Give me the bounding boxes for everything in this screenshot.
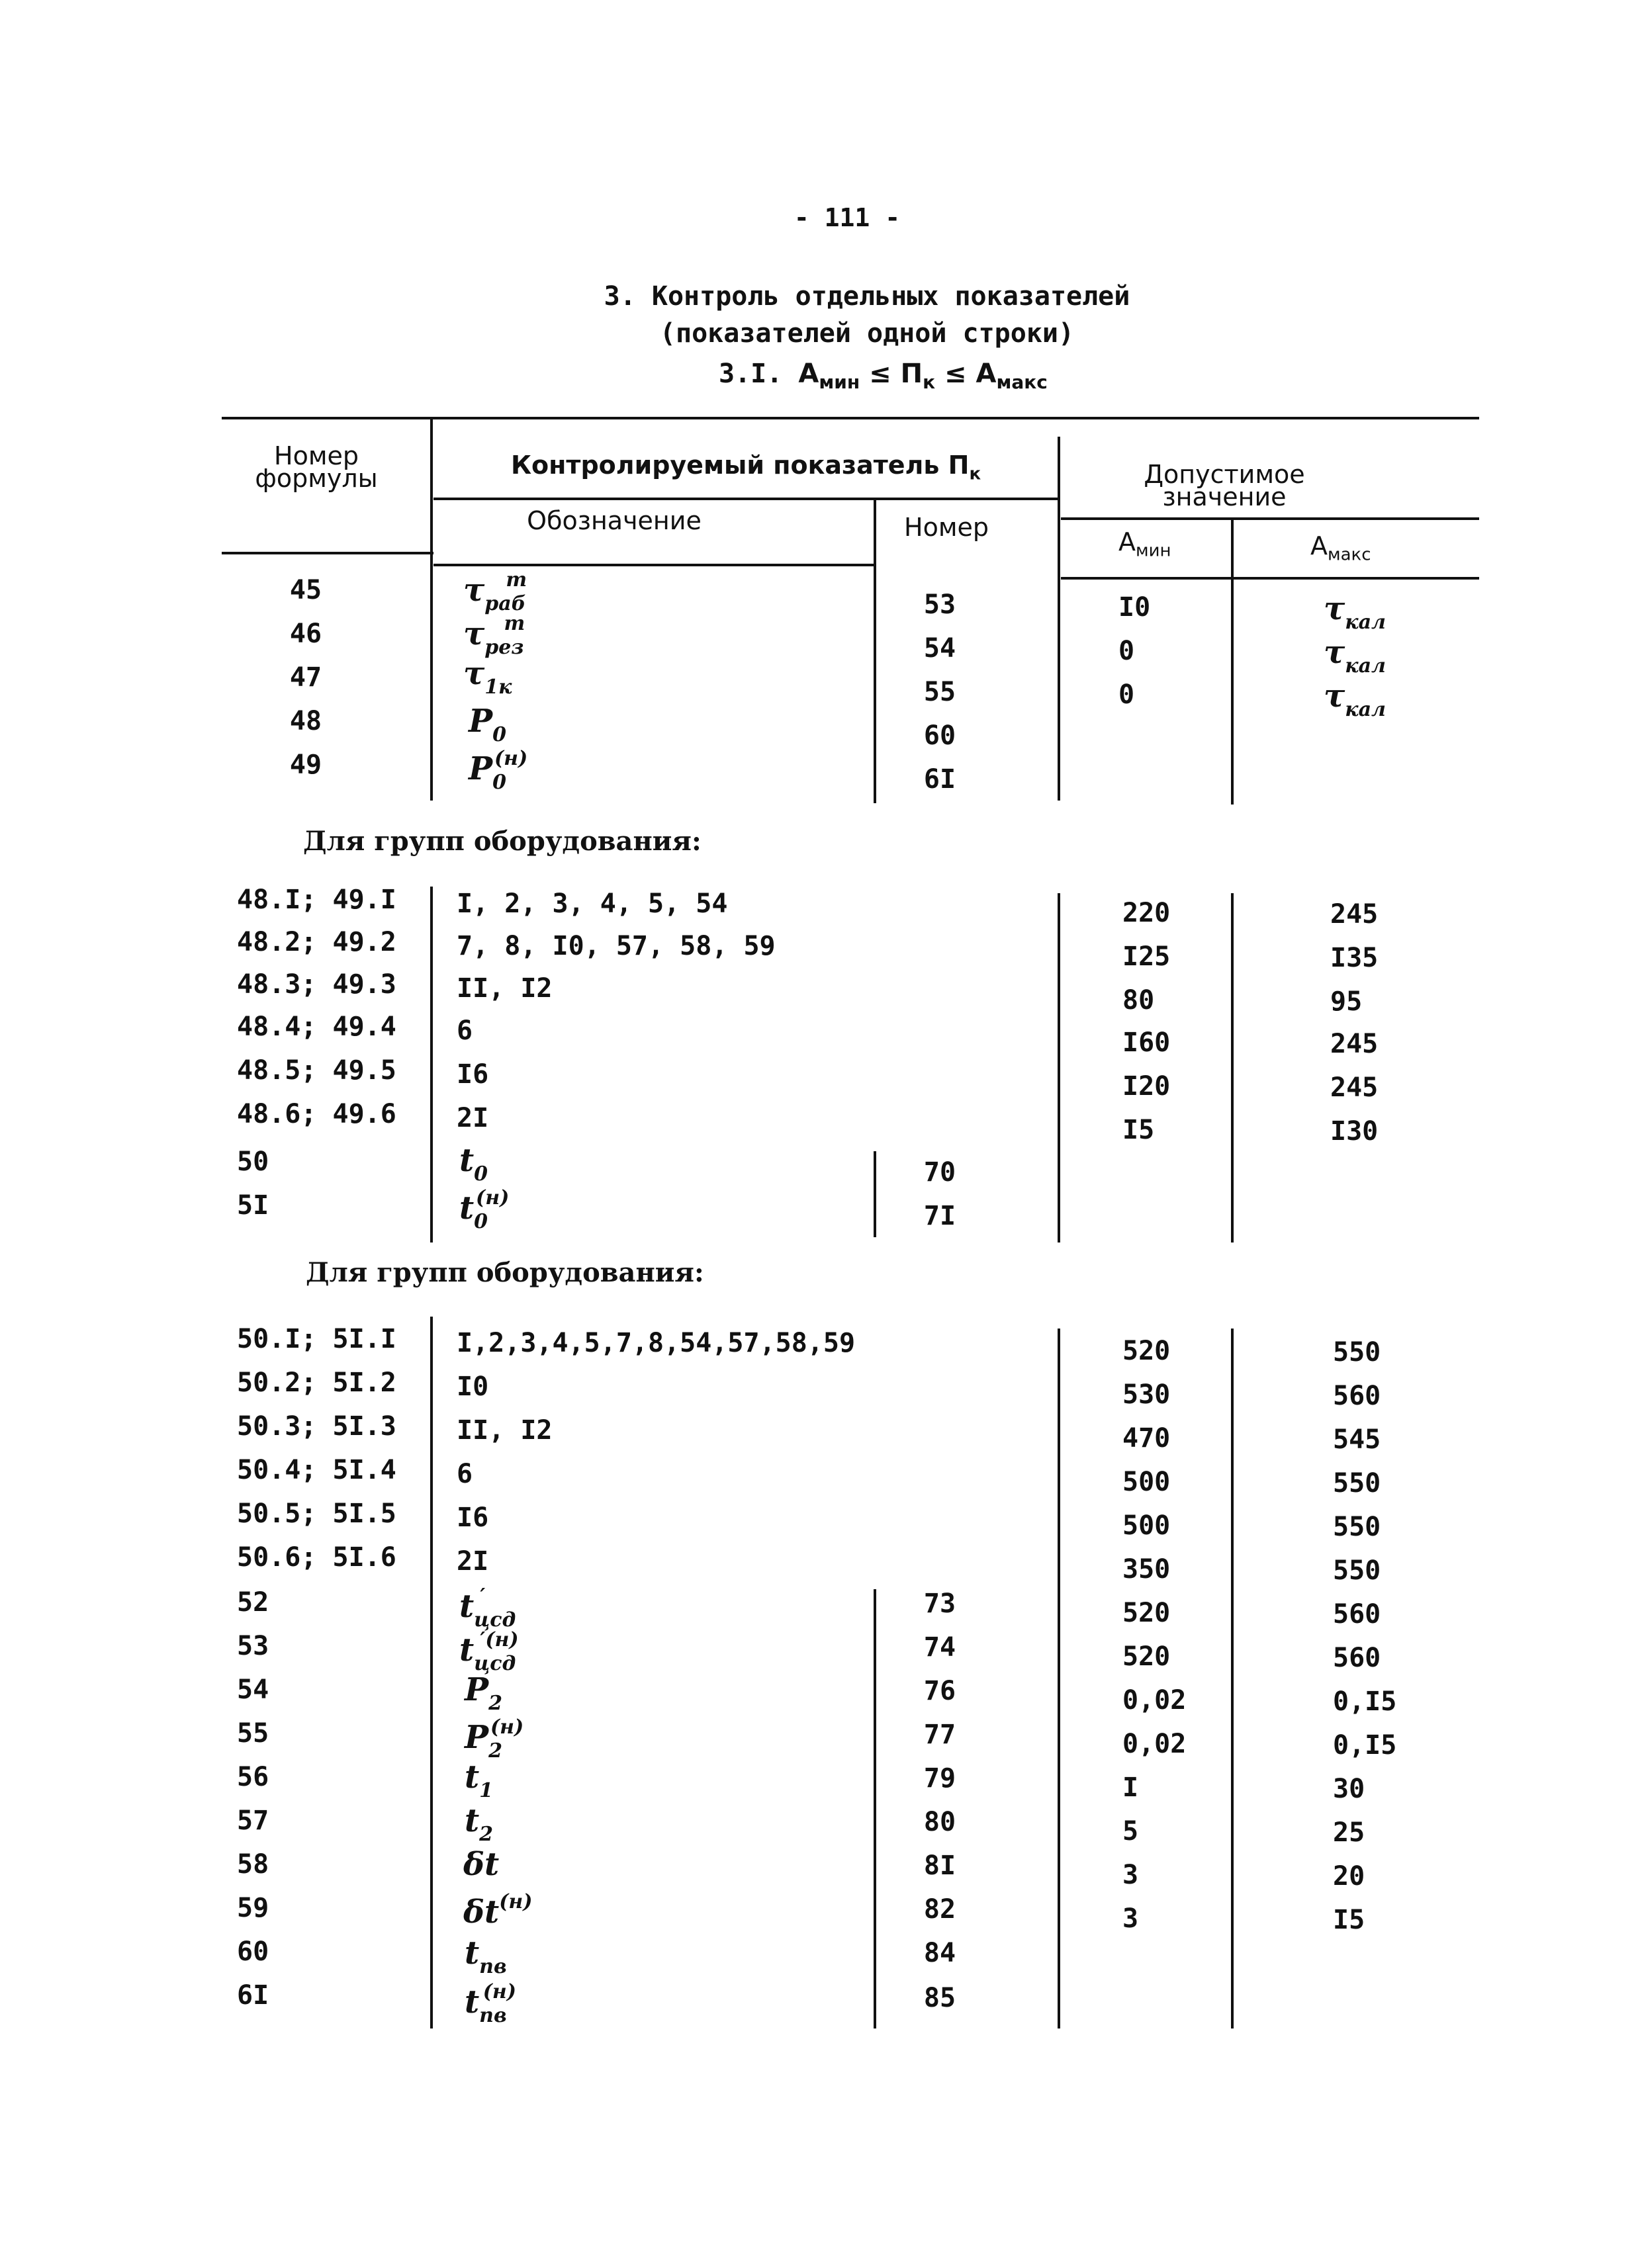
formula-number: 48 — [289, 706, 322, 736]
symbol-p0-n: $P_0^{(н)}$ — [469, 747, 528, 794]
indicator-header: Контролируемый показатель $П_к$ — [511, 451, 981, 484]
amax-value: 550 — [1333, 1512, 1381, 1542]
formula-number: 53 — [237, 1631, 269, 1661]
indicator-number: 8I — [923, 1851, 956, 1881]
indicator-number: 77 — [923, 1720, 956, 1750]
amax-value: I35 — [1330, 943, 1379, 973]
indicator-number: 84 — [923, 1938, 956, 1968]
formula-number: 57 — [237, 1806, 269, 1836]
amax-value: I30 — [1330, 1116, 1379, 1147]
indicator-number: 82 — [923, 1894, 956, 1925]
amax-tau-kal: $\tau_{кал}$ — [1324, 677, 1386, 721]
amax-value: 560 — [1333, 1643, 1381, 1673]
amax-tau-kal: $\tau_{кал}$ — [1324, 590, 1386, 634]
formula-number: 58 — [237, 1849, 269, 1880]
group-formula: 50.2; 5I.2 — [237, 1368, 396, 1398]
amin-value: 500 — [1122, 1510, 1171, 1541]
amin-value: I5 — [1122, 1115, 1155, 1145]
amax-value: 20 — [1333, 1861, 1365, 1892]
amax-value: 245 — [1330, 1029, 1379, 1059]
symbol-p2-n: $P_2^{(н)}$ — [465, 1716, 524, 1763]
formula-number: 5I — [237, 1190, 269, 1221]
amin-value: 0 — [1118, 636, 1135, 666]
amin-value: 0,02 — [1122, 1685, 1187, 1716]
amax-value: 545 — [1333, 1424, 1381, 1455]
group-formula: 48.5; 49.5 — [237, 1055, 396, 1086]
amin-value: I — [1122, 1772, 1139, 1803]
group-formula: 48.3; 49.3 — [237, 969, 396, 1000]
formula-number: 55 — [237, 1718, 269, 1749]
formula-number: 50 — [237, 1147, 269, 1177]
formula-number: 6I — [237, 1980, 269, 2011]
amax-value: 0,I5 — [1333, 1686, 1397, 1717]
amax-value: 245 — [1330, 1072, 1379, 1103]
amax-value: 560 — [1333, 1381, 1381, 1411]
amin-value: 500 — [1122, 1467, 1171, 1497]
indicator-number: 7I — [923, 1201, 956, 1231]
indicator-number: 85 — [923, 1983, 956, 2013]
amax-tau-kal: $\tau_{кал}$ — [1324, 634, 1386, 677]
formula-number: 60 — [237, 1937, 269, 1967]
equipment-list: 7, 8, I0, 57, 58, 59 — [457, 931, 776, 961]
symbol-delta-t-n: $\delta t^{(н)}$ — [463, 1890, 533, 1931]
amin-value: I60 — [1122, 1027, 1171, 1058]
symbol-t-csd-n: $t_{цсд}^{'(н)}$ — [459, 1628, 519, 1675]
equipment-list: I, 2, 3, 4, 5, 54 — [457, 889, 728, 919]
group-formula: 48.2; 49.2 — [237, 927, 396, 957]
symbol-t0: $t_0$ — [459, 1142, 488, 1186]
amax-value: 95 — [1330, 986, 1363, 1017]
group-formula: 48.6; 49.6 — [237, 1099, 396, 1129]
equipment-list: I,2,3,4,5,7,8,54,57,58,59 — [457, 1328, 856, 1358]
symbol-t-pv: $t_{пв}$ — [465, 1935, 507, 1978]
amin-value: 0,02 — [1122, 1729, 1187, 1759]
equipment-list: II, I2 — [457, 1415, 553, 1446]
indicator-number: 76 — [923, 1676, 956, 1706]
amin-value: I25 — [1122, 941, 1171, 972]
indicator-number: 53 — [923, 589, 956, 620]
symbol-t1: $t_1$ — [465, 1759, 494, 1802]
amin-value: 520 — [1122, 1336, 1171, 1366]
group-formula: 50.3; 5I.3 — [237, 1411, 396, 1442]
equipment-list: 6 — [457, 1459, 473, 1489]
amin-value: 220 — [1122, 898, 1171, 928]
formula-number: 46 — [289, 619, 322, 649]
symbol-t2: $t_2$ — [465, 1802, 494, 1846]
indicator-number: 60 — [923, 720, 956, 751]
section-title-line2: (показателей одной строки) — [659, 318, 1075, 349]
amin-header: $A_{мин}$ — [1118, 527, 1171, 561]
designation-header: Обозначение — [527, 506, 702, 535]
amin-value: 5 — [1122, 1816, 1139, 1847]
subsection-heading — [719, 361, 1048, 392]
equipment-list: 2I — [457, 1546, 489, 1577]
formula-number: 56 — [237, 1762, 269, 1792]
amax-value: 550 — [1333, 1468, 1381, 1499]
formula-number: 52 — [237, 1587, 269, 1618]
indicator-number: 54 — [923, 633, 956, 664]
symbol-t0-n: $t_0^{(н)}$ — [459, 1186, 510, 1233]
formula-number: 54 — [237, 1675, 269, 1705]
indicator-number: 80 — [923, 1807, 956, 1837]
amin-value: 520 — [1122, 1598, 1171, 1628]
symbol-p2: $P_2$ — [465, 1671, 502, 1715]
group-label: Для групп оборудования: — [306, 1257, 704, 1288]
formula-number: 49 — [289, 750, 322, 780]
amin-value: I20 — [1122, 1071, 1171, 1102]
equipment-list: 2I — [457, 1103, 489, 1133]
section-title-line1: 3. Контроль отдельных показателей — [604, 281, 1130, 312]
equipment-list: I6 — [457, 1503, 489, 1533]
formula-number: 45 — [289, 575, 322, 605]
formula-number-header: Номер формулы — [255, 441, 378, 493]
amax-header: $A_{макс}$ — [1310, 531, 1371, 565]
symbol-tau-rez: $\tau_{рез}^т$ — [463, 612, 525, 659]
formula-number: 47 — [289, 662, 322, 693]
indicator-number: 73 — [923, 1589, 956, 1619]
amax-value: 550 — [1333, 1555, 1381, 1586]
number-header: Номер — [904, 513, 989, 542]
subsection-formula: $A_{мин} \le П_к \le A_{макс}$ — [798, 359, 1048, 393]
amax-value: 30 — [1333, 1774, 1365, 1804]
amin-value: 350 — [1122, 1554, 1171, 1585]
symbol-tau-1k: $\tau_{1к}$ — [463, 655, 512, 699]
symbol-t-pv-n: $t_{пв}^{(н)}$ — [465, 1980, 516, 2027]
amin-value: I0 — [1118, 592, 1151, 623]
symbol-tau-rab: $\tau_{раб}^т$ — [463, 568, 527, 615]
indicator-number: 55 — [923, 677, 956, 707]
amax-value: 560 — [1333, 1599, 1381, 1630]
amin-value: 520 — [1122, 1641, 1171, 1672]
group-formula: 50.I; 5I.I — [237, 1324, 396, 1354]
group-label: Для групп оборудования: — [303, 826, 702, 857]
subsection-number: 3.I. — [719, 359, 783, 389]
allowed-value-header: Допустимое значение — [1144, 460, 1305, 511]
amin-value: 3 — [1122, 1860, 1139, 1890]
symbol-p0: $P_0$ — [469, 703, 506, 746]
amin-value: 80 — [1122, 985, 1155, 1016]
amin-value: 530 — [1122, 1379, 1171, 1410]
equipment-list: I0 — [457, 1372, 489, 1402]
equipment-list: I6 — [457, 1059, 489, 1090]
symbol-t-csd: $t_{цсд}'$ — [459, 1585, 516, 1632]
amin-value: 0 — [1118, 679, 1135, 710]
indicator-number: 79 — [923, 1763, 956, 1794]
formula-number: 59 — [237, 1893, 269, 1923]
amin-value: 3 — [1122, 1903, 1139, 1934]
equipment-list: 6 — [457, 1016, 473, 1046]
indicator-number: 74 — [923, 1632, 956, 1663]
amax-value: I5 — [1333, 1905, 1365, 1935]
group-formula: 50.4; 5I.4 — [237, 1455, 396, 1485]
symbol-delta-t: δt — [463, 1846, 500, 1883]
amax-value: 550 — [1333, 1337, 1381, 1368]
group-formula: 50.6; 5I.6 — [237, 1542, 396, 1573]
group-formula: 50.5; 5I.5 — [237, 1499, 396, 1529]
amax-value: 0,I5 — [1333, 1730, 1397, 1761]
indicator-number: 70 — [923, 1157, 956, 1188]
group-formula: 48.I; 49.I — [237, 885, 396, 915]
indicator-number: 6I — [923, 764, 956, 795]
page-number: - 111 - — [794, 203, 901, 232]
group-formula: 48.4; 49.4 — [237, 1012, 396, 1042]
amin-value: 470 — [1122, 1423, 1171, 1454]
amax-value: 245 — [1330, 899, 1379, 930]
equipment-list: II, I2 — [457, 973, 553, 1004]
amax-value: 25 — [1333, 1817, 1365, 1848]
